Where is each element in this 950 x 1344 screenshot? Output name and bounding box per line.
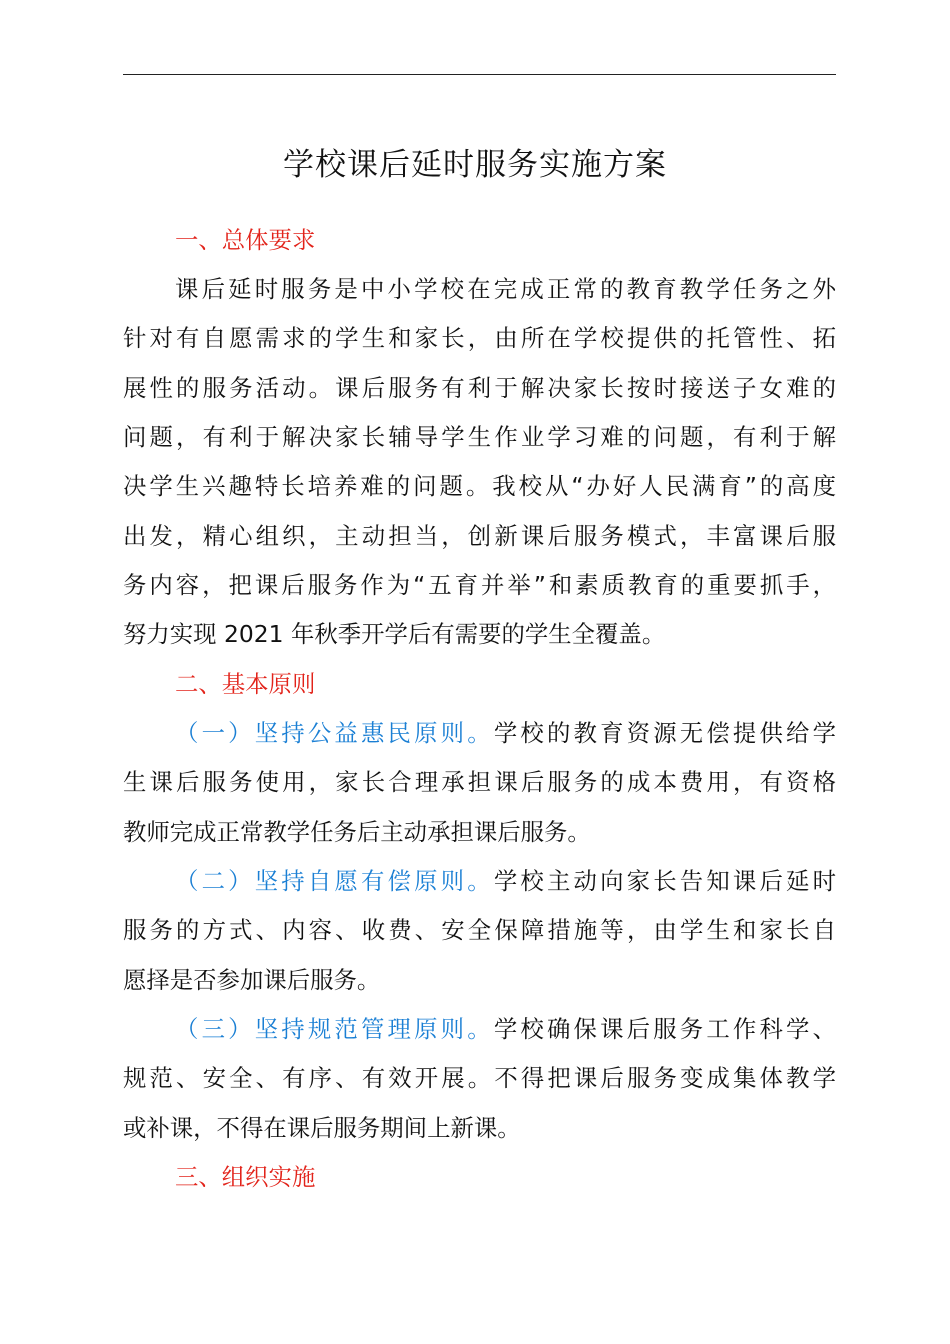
paragraph-line: 问题，有利于解决家长辅导学生作业学习难的问题，有利于解 <box>123 423 836 451</box>
principle-2-first-line <box>175 865 836 897</box>
principle-2-label: （二）坚持自愿有偿原则。 <box>175 867 494 895</box>
principle-1-first-line <box>175 717 836 749</box>
principle-1-label: （一）坚持公益惠民原则。 <box>175 719 494 747</box>
paragraph-line: 课后延时服务是中小学校在完成正常的教育教学任务之外 <box>175 275 836 303</box>
paragraph-line: 教师完成正常教学任务后主动承担课后服务。 <box>123 818 591 846</box>
paragraph-line: 努力实现 2021 年秋季开学后有需要的学生全覆盖。 <box>123 620 666 648</box>
header-rule <box>123 74 836 75</box>
section-heading-3: 三、组织实施 <box>175 1163 316 1191</box>
paragraph-line: 出发，精心组织，主动担当，创新课后服务模式，丰富课后服 <box>123 522 836 550</box>
section-heading-1: 一、总体要求 <box>175 226 316 254</box>
paragraph-line: 展性的服务活动。课后服务有利于解决家长按时接送子女难的 <box>123 374 836 402</box>
principle-3-label: （三）坚持规范管理原则。 <box>175 1015 494 1043</box>
principle-2-text: 学校主动向家长告知课后延时 <box>493 867 837 895</box>
section-heading-2: 二、基本原则 <box>175 670 316 698</box>
paragraph-line: 服务的方式、内容、收费、安全保障措施等，由学生和家长自 <box>123 916 836 944</box>
paragraph-line: 愿择是否参加课后服务。 <box>123 966 381 994</box>
paragraph-line: 针对有自愿需求的学生和家长，由所在学校提供的托管性、拓 <box>123 324 836 352</box>
paragraph-line: 规范、安全、有序、有效开展。不得把课后服务变成集体教学 <box>123 1064 836 1092</box>
paragraph-line: 务内容，把课后服务作为“五育并举”和素质教育的重要抓手， <box>123 571 836 599</box>
principle-3-text: 学校确保课后服务工作科学、 <box>493 1015 837 1043</box>
paragraph-line: 生课后服务使用，家长合理承担课后服务的成本费用，有资格 <box>123 768 836 796</box>
principle-3-first-line <box>175 1013 836 1045</box>
paragraph-line: 决学生兴趣特长培养难的问题。我校从“办好人民满育”的高度 <box>123 472 836 500</box>
principle-1-text: 学校的教育资源无偿提供给学 <box>493 719 837 747</box>
paragraph-line: 或补课，不得在课后服务期间上新课。 <box>123 1114 521 1142</box>
document-title: 学校课后延时服务实施方案 <box>283 147 667 183</box>
